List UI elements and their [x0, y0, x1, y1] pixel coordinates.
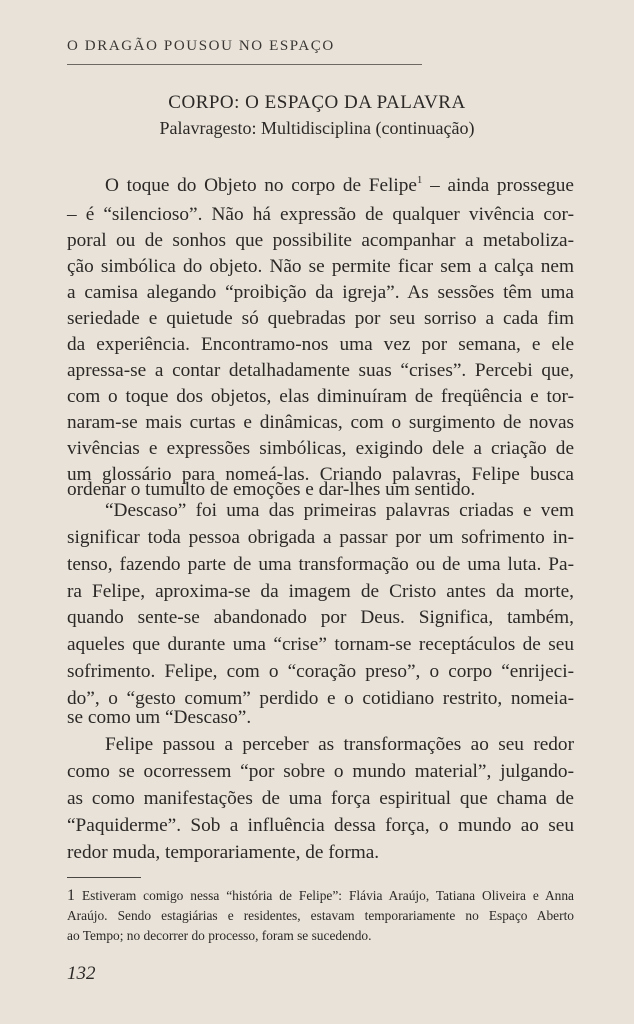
text-line: aqueles que durante uma “crise” tornam-se receptáculos de seu: [67, 634, 574, 655]
text-line: do”, o “gesto comum” perdido e o cotidiano restrito, nomeia-: [67, 688, 574, 709]
footnote-line: [67, 885, 574, 907]
text-line: Felipe passou a perceber as transformações ao seu redor: [105, 734, 574, 755]
text-line: poral ou de sonhos que possibilite acompanhar a metaboliza-: [67, 230, 574, 251]
text-line: ção simbólica do objeto. Não se permite ficar sem a calça nem: [67, 256, 574, 277]
text-line: quando sente-se abandonado por Deus. Significa, também,: [67, 607, 574, 628]
page-number: 132: [67, 963, 96, 984]
chapter-title: CORPO: O ESPAÇO DA PALAVRA: [168, 92, 466, 113]
text-line: as como manifestações de uma força espiritual que chama de: [67, 788, 574, 809]
text-line: sofrimento. Felipe, com o “coração preso”, o corpo “enrijeci-: [67, 661, 574, 682]
text-line: ordenar o tumulto de emoções e dar-lhes um sentido.: [67, 479, 476, 500]
text-line: – é “silencioso”. Não há expressão de qualquer vivência cor-: [67, 204, 574, 225]
text-line: redor muda, temporariamente, de forma.: [67, 842, 380, 863]
footnote-text: Estiveram comigo nessa “história de Felipe”: Flávia Araújo, Tatiana Oliveira e Anna: [81, 888, 574, 903]
text-line: como se ocorressem “por sobre o mundo material”, julgando-: [67, 761, 574, 782]
text-line: a camisa alegando “proibição da igreja”. As sessões têm uma: [67, 282, 574, 303]
text-line: apressa-se a contar detalhadamente suas “crises”. Percebi que,: [67, 360, 574, 381]
text-segment: O toque do Objeto no corpo de Felipe: [105, 175, 417, 196]
text-segment: – ainda prossegue: [422, 175, 574, 196]
text-line: “Paquiderme”. Sob a influência dessa força, o mundo ao seu: [67, 815, 574, 836]
text-line: “Descaso” foi uma das primeiras palavras criadas e vem: [105, 500, 574, 521]
text-line: significar toda pessoa obrigada a passar por um sofrimento in-: [67, 527, 574, 548]
text-line: tenso, fazendo parte de uma transformação ou de uma luta. Pa-: [67, 554, 574, 575]
text-line: vivências e expressões simbólicas, exigindo dele a criação de: [67, 438, 574, 459]
text-line: se como um “Descaso”.: [67, 707, 252, 728]
text-line: com o toque dos objetos, elas diminuíram de freqüência e tor-: [67, 386, 574, 407]
text-line: ra Felipe, aproxima-se da imagem de Cristo antes da morte,: [67, 581, 574, 602]
text-line: da experiência. Encontramo-nos uma vez por semana, e ele: [67, 334, 574, 355]
running-head: O DRAGÃO POUSOU NO ESPAÇO: [67, 38, 335, 54]
footnote-line: Araújo. Sendo estagiárias e residentes, estavam temporariamente no Espaço Aberto: [67, 908, 574, 923]
text-line: naram-se mais curtas e dinâmicas, com o surgimento de novas: [67, 412, 574, 433]
chapter-subtitle: Palavragesto: Multidisciplina (continuação): [159, 118, 475, 138]
footnote-line: ao Tempo; no decorrer do processo, foram se sucedendo.: [67, 928, 372, 943]
footnote-reference[interactable]: 1: [416, 174, 423, 186]
running-head-rule: [67, 64, 422, 65]
footnote-rule: [67, 877, 141, 878]
footnote-mark: 1: [67, 887, 75, 904]
text-line: [67, 172, 574, 200]
text-line: um glossário para nomeá-las. Criando palavras, Felipe busca: [67, 464, 574, 485]
text-line: seriedade e quietude só quebradas por seu sorriso a cada fim: [67, 308, 574, 329]
